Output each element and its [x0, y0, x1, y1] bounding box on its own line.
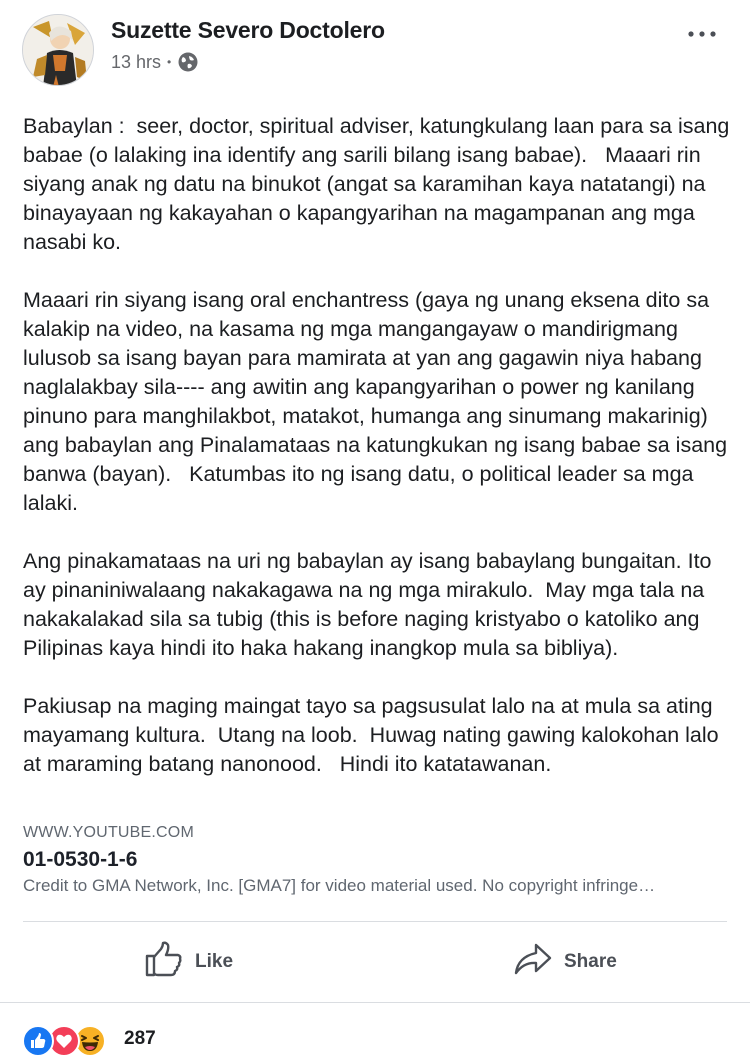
post-paragraph: Ang pinakamataas na uri ng babaylan ay isang babaylang bungaitan. Ito ay pinaniniwalaang nakakagawa na ng mga mirakulo. May mga tala na nakakalakad sila sa tubig (this is before naging kristyabo o katoliko ang Pilipinas kaya hindi ito haka hakang inangkop mula sa bibliya).	[23, 549, 718, 660]
share-label: Share	[564, 951, 617, 972]
author-name[interactable]: Suzette Severo Doctolero	[111, 17, 385, 43]
like-reaction-icon	[22, 1025, 54, 1057]
author-avatar[interactable]	[22, 14, 94, 86]
post-paragraph: Babaylan : seer, doctor, spiritual adviser, katungkulang laan para sa isang babae (o lalaking ina identify ang sarili bilang isang babae). Maaari rin siyang anak ng datu na binukot (angat sa karamihan kaya natatangi) na binayayaan ng kakayahan o kapangyarihan na magampanan ang mga nasabi ko.	[23, 114, 736, 254]
like-button[interactable]	[145, 922, 233, 1002]
divider	[0, 1002, 750, 1003]
post-header	[0, 0, 750, 100]
link-description: Credit to GMA Network, Inc. [GMA7] for video material used. No copyright infringe…	[23, 876, 656, 895]
avatar-image	[23, 15, 94, 86]
post-timestamp[interactable]: 13 hrs	[111, 51, 162, 72]
more-options-button[interactable]	[682, 20, 722, 48]
reaction-count: 287	[124, 1028, 156, 1049]
link-preview[interactable]	[23, 822, 733, 898]
post-paragraph: Pakiusap na maging maingat tayo sa pagsusulat lalo na at mula sa ating mayamang kultura. Utang na loob. Huwag nating gawing kalokohan lalo at maraming batang nanonood. Hindi ito katatawanan.	[23, 694, 725, 776]
reaction-icons	[22, 1022, 112, 1056]
thumbs-up-icon	[145, 941, 183, 983]
globe-icon[interactable]	[177, 51, 199, 73]
post-meta	[111, 50, 199, 74]
share-button[interactable]	[514, 922, 617, 1002]
share-arrow-icon	[514, 942, 552, 982]
reactions-summary[interactable]	[22, 1022, 156, 1056]
post-paragraph: Maaari rin siyang isang oral enchantress (gaya ng unang eksena dito sa kalakip na video, na kasama ng mga mangangayaw o mandirigmang lulusob sa isang bayan para mamirata at yan ang gagawin niya habang naglalakbay sila---- ang awitin ang kapangyarihan o power ng kanilang pinuno para manghilakbot, matakot, humanga ang sinumang makarinig) ang babaylan ang Pinalamataas na katungkukan ng isang babae sa isang banwa (bayan). Katumbas ito ng isang datu, o political leader sa mga lalaki.	[23, 288, 734, 515]
post-actions	[0, 922, 750, 1002]
meta-separator: •	[167, 55, 172, 69]
like-label: Like	[195, 951, 234, 972]
post-body	[23, 112, 736, 808]
link-title: 01-0530-1-6	[23, 848, 138, 871]
link-domain: WWW.YOUTUBE.COM	[23, 824, 194, 841]
more-horizontal-icon	[687, 30, 717, 38]
